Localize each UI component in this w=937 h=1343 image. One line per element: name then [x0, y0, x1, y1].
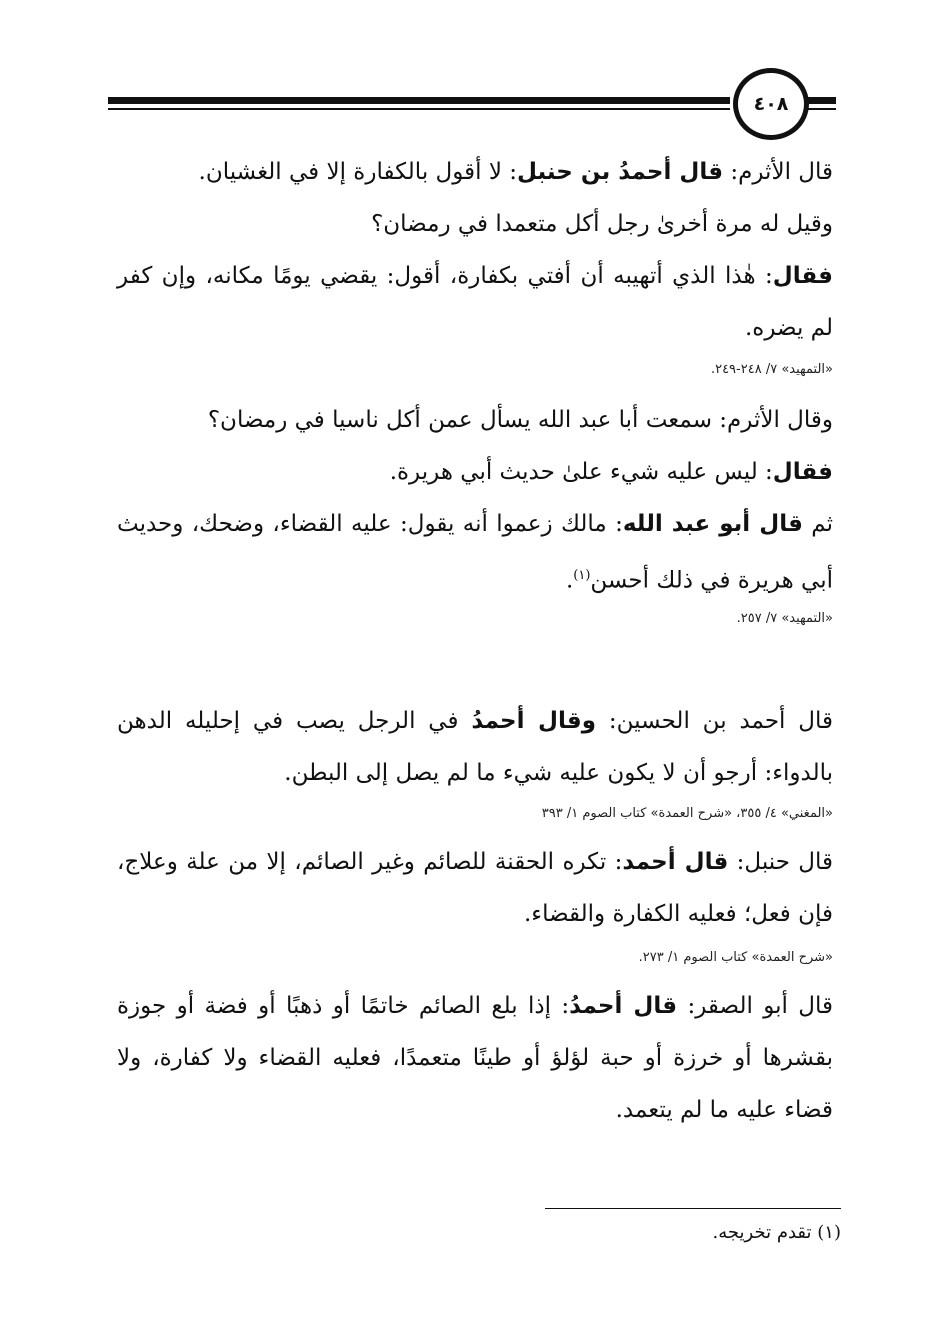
- footnote-number: (١): [817, 1222, 841, 1243]
- source-reference: «المغني» ٤/ ٣٥٥، «شرح العمدة» كتاب الصوم ١/ ٣٩٣: [541, 806, 833, 821]
- paragraph-ihlil: قال أحمد بن الحسين: وقال أحمدُ في الرجل يصب في إحليله الدهن بالدواء: أرجو أن لا يكون عليه شيء ما لم يصل إلى البطن.: [117, 708, 833, 786]
- header-rule-thin: [108, 108, 730, 110]
- source-reference: «التمهيد» ٧/ ٢٤٨-٢٤٩.: [710, 362, 833, 377]
- footnote: [441, 1222, 841, 1243]
- paragraph-answer: فقال: هٰذا الذي أتهيبه أن أفتي بكفارة، أقول: يقضي يومًا مكانه، وإن كفر لم يضره.: [117, 263, 833, 341]
- source-reference: «التمهيد» ٧/ ٢٥٧.: [736, 611, 833, 626]
- speaker-bold: قال أبو عبد الله: [622, 511, 803, 537]
- paragraph-answer: فقال: ليس عليه شيء علىٰ حديث أبي هريرة.: [389, 459, 833, 485]
- footnote-text: تقدم تخريجه.: [712, 1222, 812, 1243]
- page-number: ٤٠٨: [733, 68, 809, 140]
- header-rule-thick: [108, 97, 730, 104]
- header-rule-right: [808, 97, 836, 104]
- paragraph-question: وقيل له مرة أخرىٰ رجل أكل متعمدا في رمضان؟: [371, 211, 833, 237]
- footnote-separator: [545, 1208, 841, 1209]
- speaker-bold: قال أحمد: [622, 849, 729, 875]
- footnote-marker[interactable]: (١): [573, 568, 591, 583]
- speaker-bold: فقال: [772, 263, 833, 289]
- speaker-bold: فقال: [772, 459, 833, 485]
- speaker-bold: وقال أحمدُ: [471, 708, 597, 734]
- paragraph-athram-nasi: وقال الأثرم: سمعت أبا عبد الله يسأل عمن أكل ناسيا في رمضان؟: [207, 407, 833, 433]
- paragraph-athram-kaffara: قال الأثرم: قال أحمدُ بن حنبل: لا أقول بالكفارة إلا في الغشيان.: [198, 159, 833, 185]
- paragraph-abu-abdillah: ثم قال أبو عبد الله: مالك زعموا أنه يقول: عليه القضاء، وضحك، وحديث أبي هريرة في ذلك أحسن$^{(١)}$.: [117, 511, 833, 594]
- header-rule-right-thin: [808, 108, 836, 110]
- source-reference: «شرح العمدة» كتاب الصوم ١/ ٢٧٣.: [638, 950, 833, 965]
- speaker-bold: قال أحمدُ بن حنبل: [517, 159, 724, 185]
- speaker-bold: قال أحمدُ: [569, 993, 678, 1019]
- paragraph-abu-saqr: قال أبو الصقر: قال أحمدُ: إذا بلع الصائم خاتمًا أو ذهبًا أو فضة أو جوزة بقشرها أو خرزة أو حبة لؤلؤ أو طينًا متعمدًا، فعليه القضاء ولا كفارة، ولا قضاء عليه ما لم يتعمد.: [117, 993, 834, 1123]
- paragraph-huqna: قال حنبل: قال أحمد: تكره الحقنة للصائم وغير الصائم، إلا من علة وعلاج، فإن فعل؛ فعليه الكفارة والقضاء.: [117, 849, 834, 927]
